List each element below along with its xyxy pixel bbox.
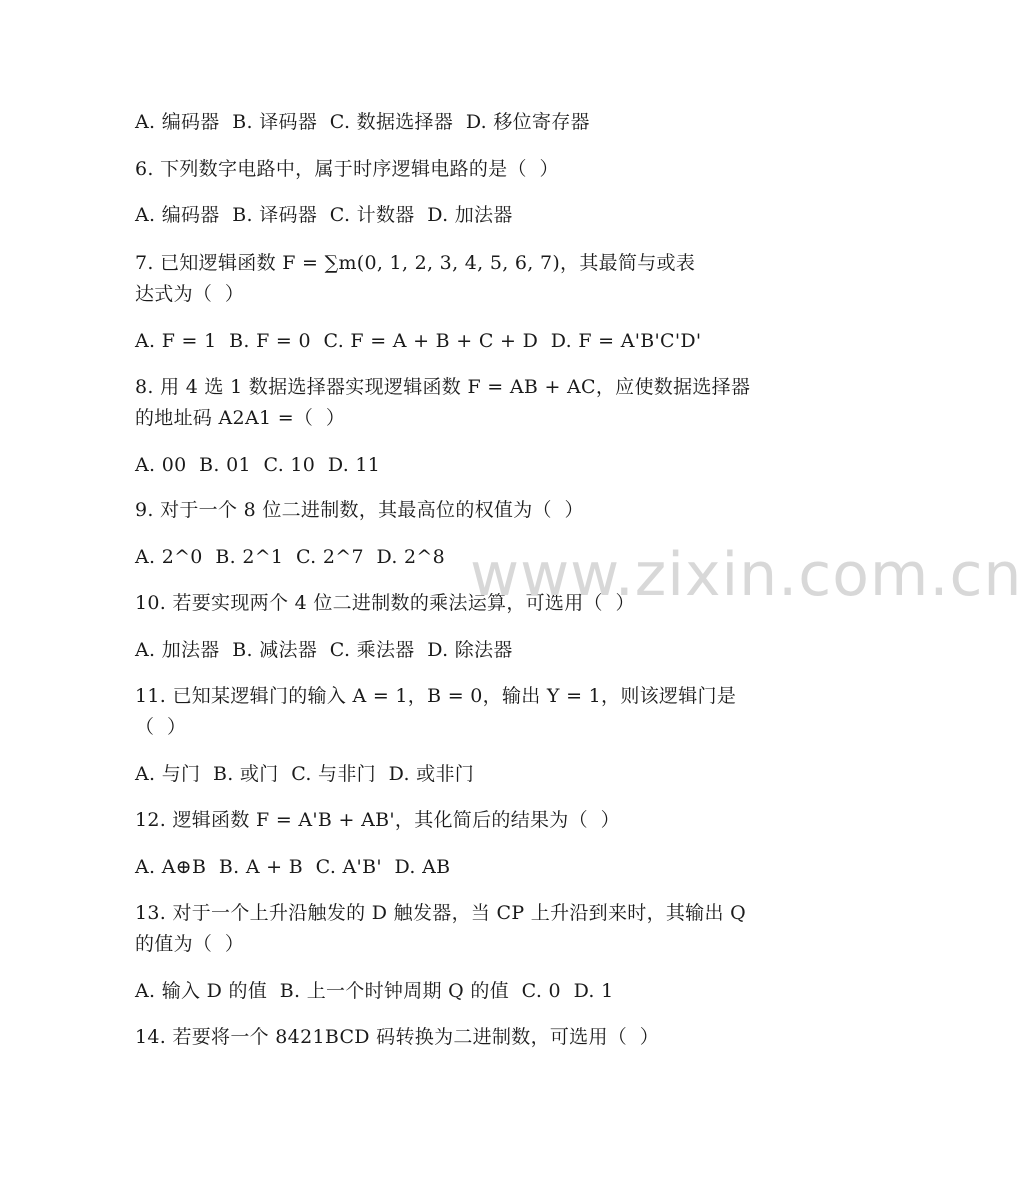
q11-options: A. 与门 B. 或门 C. 与非门 D. 或非门 bbox=[135, 763, 475, 785]
q7-options: A. F = 1 B. F = 0 C. F = A + B + C + D D. F = A'B'C'D' bbox=[135, 330, 702, 352]
watermark: www.zixin.com.cn bbox=[470, 540, 1022, 610]
q10-question: 10. 若要实现两个 4 位二进制数的乘法运算，可选用（ ） bbox=[135, 592, 635, 614]
q10-options: A. 加法器 B. 减法器 C. 乘法器 D. 除法器 bbox=[135, 639, 513, 661]
q11-question-line1: 11. 已知某逻辑门的输入 A = 1，B = 0，输出 Y = 1，则该逻辑门是 bbox=[135, 685, 737, 707]
q8-question-line1: 8. 用 4 选 1 数据选择器实现逻辑函数 F = AB + AC，应使数据选择器 bbox=[135, 376, 751, 398]
q11-question-line2: （ ） bbox=[135, 716, 187, 738]
q13-options: A. 输入 D 的值 B. 上一个时钟周期 Q 的值 C. 0 D. 1 bbox=[135, 980, 614, 1002]
q7-question-line2: 达式为（ ） bbox=[135, 283, 245, 305]
q13-question-line2: 的值为（ ） bbox=[135, 933, 245, 955]
q13-question-line1: 13. 对于一个上升沿触发的 D 触发器，当 CP 上升沿到来时，其输出 Q bbox=[135, 902, 746, 924]
q6-question: 6. 下列数字电路中，属于时序逻辑电路的是（ ） bbox=[135, 158, 559, 180]
q12-question: 12. 逻辑函数 F = A'B + AB'，其化简后的结果为（ ） bbox=[135, 809, 620, 831]
q9-question: 9. 对于一个 8 位二进制数，其最高位的权值为（ ） bbox=[135, 499, 584, 521]
q9-options: A. 2^0 B. 2^1 C. 2^7 D. 2^8 bbox=[135, 546, 446, 568]
q14-question: 14. 若要将一个 8421BCD 码转换为二进制数，可选用（ ） bbox=[135, 1026, 660, 1048]
q6-options: A. 编码器 B. 译码器 C. 计数器 D. 加法器 bbox=[135, 204, 513, 226]
q12-options: A. A⊕B B. A + B C. A'B' D. AB bbox=[135, 856, 451, 878]
q8-question-line2: 的地址码 A2A1 =（ ） bbox=[135, 407, 346, 429]
q7-question-line1: 7. 已知逻辑函数 F = ∑m(0, 1, 2, 3, 4, 5, 6, 7)，其最简与或表 bbox=[135, 252, 696, 274]
q8-options: A. 00 B. 01 C. 10 D. 11 bbox=[135, 454, 381, 476]
q5-options: A. 编码器 B. 译码器 C. 数据选择器 D. 移位寄存器 bbox=[135, 111, 590, 133]
